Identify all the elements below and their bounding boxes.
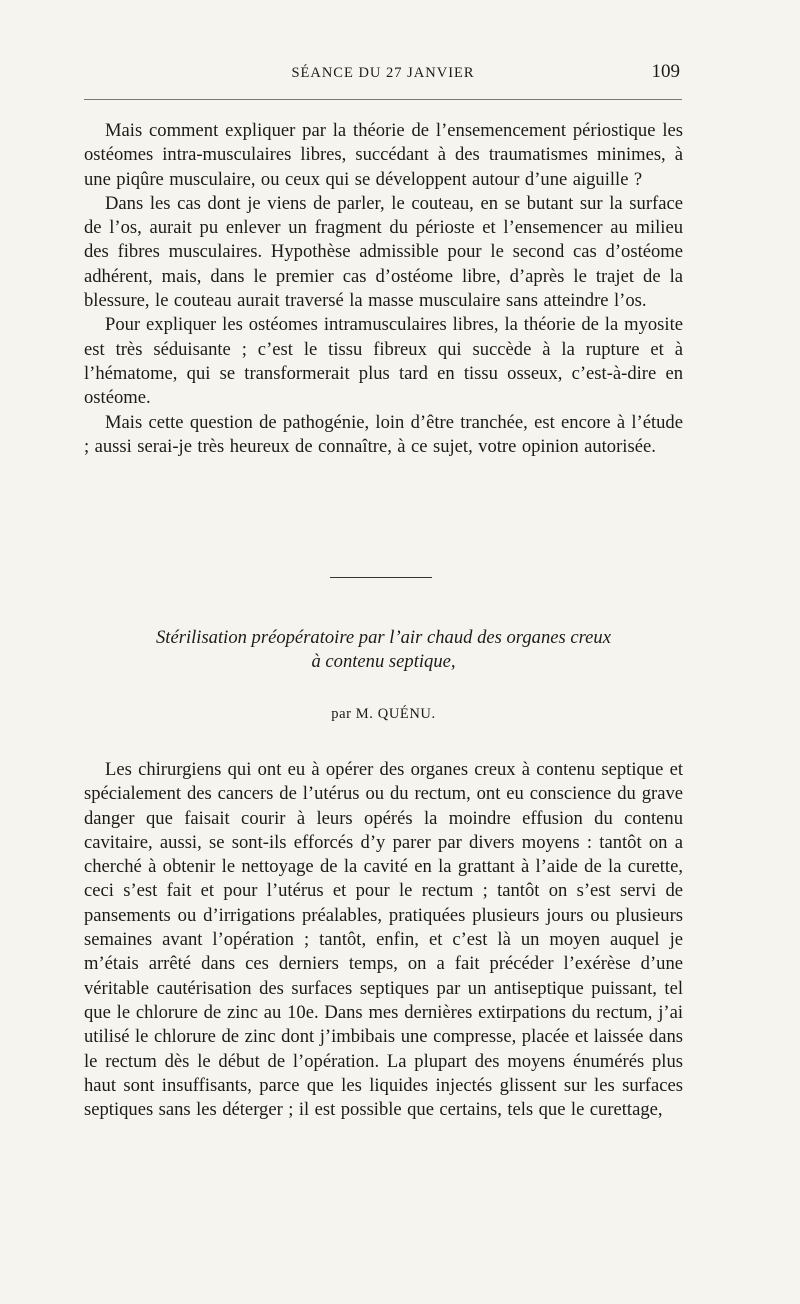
page-number: 109 [651, 61, 680, 82]
body-paragraph: Dans les cas dont je viens de parler, le couteau, en se butant sur la surface de l’os, aurait pu enlever un fragment du périoste et l’ensemencer au milieu des fibres musculaires. Hypothèse admissible pour le second cas d’ostéome adhérent, mais, dans le premier cas d’ostéome libre, d’après le trajet de la blessure, le couteau aurait traversé la masse musculaire sans atteindre l’os. [84, 192, 683, 312]
article-body [84, 758, 683, 1122]
article-author: par M. QUÉNU. [331, 706, 436, 722]
article-title [84, 626, 683, 674]
article-title-line-1: Stérilisation préopératoire par l’air chaud des organes creux [156, 627, 611, 648]
previous-article-conclusion [84, 119, 683, 459]
running-head: SÉANCE DU 27 JANVIER [291, 65, 475, 81]
article-paragraph: Les chirurgiens qui ont eu à opérer des organes creux à contenu septique et spécialement des cancers de l’utérus ou du rectum, ont eu conscience du grave danger que faisait courir à leurs opérés la moindre effusion du contenu cavitaire, aussi, se sont-ils efforcés d’y parer par divers moyens : tantôt on a cherché à obtenir le nettoyage de la cavité en la grattant à l’aide de la curette, ceci s’est fait et pour l’utérus et pour le rectum ; tantôt on s’est servi de pansements ou d’irrigations préalables, pratiquées plusieurs jours ou plusieurs semaines avant l’opération ; tantôt, enfin, et c’est là un moyen auquel je m’étais arrêté dans ces derniers temps, on a fait précéder l’exérèse d’une véritable cautérisation des surfaces septiques par un antiseptique puissant, tel que le chlorure de zinc au 10e. Dans mes dernières extirpations du rectum, j’ai utilisé le chlorure de zinc dont j’imbibais une compresse, placée et laissée dans le rectum dès le début de l’opération. La plupart des moyens énumérés plus haut sont insuffisants, parce que les liquides injectés glissent sur les surfaces septiques sans les déterger ; il est possible que certains, tels que le curettage, [84, 759, 683, 1121]
body-paragraph: Pour expliquer les ostéomes intramusculaires libres, la théorie de la myosite est très séduisante ; c’est le tissu fibreux qui succède à la rupture et à l’hématome, qui se transformerait plus tard en tissu osseux, c’est-à-dire en ostéome. [84, 314, 683, 409]
body-paragraph: Mais cette question de pathogénie, loin d’être tranchée, est encore à l’étude ; aussi serai-je très heureux de connaître, à ce sujet, votre opinion autorisée. [84, 411, 683, 457]
page-header [84, 62, 682, 88]
article-title-line-2: à contenu septique, [311, 651, 456, 672]
body-paragraph: Mais comment expliquer par la théorie de l’ensemencement périostique les ostéomes intra-musculaires libres, succédant à des traumatismes minimes, à une piqûre musculaire, ou ceux qui se développent autour d’une aiguille ? [84, 120, 683, 190]
header-rule [84, 99, 682, 100]
section-divider [330, 577, 432, 578]
